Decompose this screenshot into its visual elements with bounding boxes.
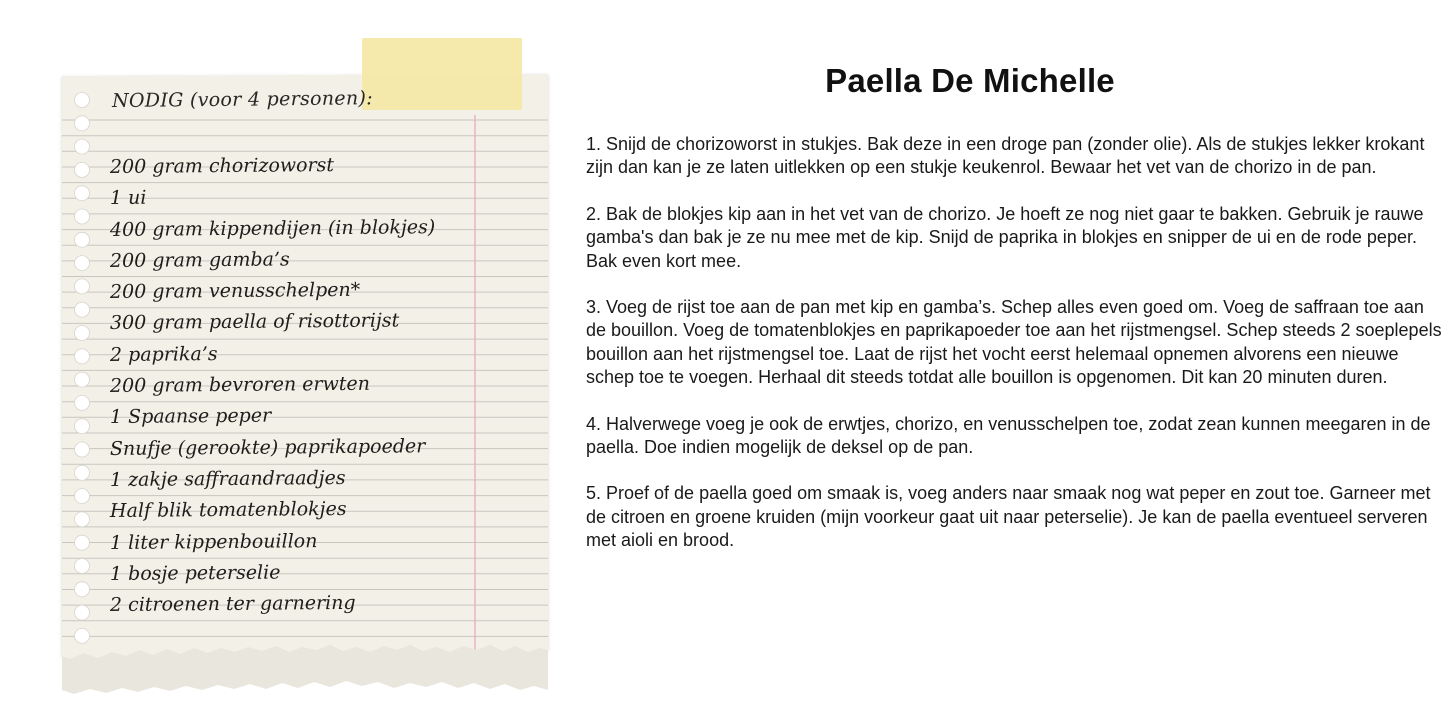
binder-hole-icon [75, 512, 90, 527]
binder-hole-icon [75, 186, 90, 201]
binder-hole-icon [75, 559, 90, 574]
ingredient-item: 200 gram venusschelpen* [109, 279, 361, 304]
recipe-step: 3. Voeg de rijst toe aan de pan met kip en gamba’s. Schep alles even goed om. Voeg de saffraan toe aan de bouillon. Voeg de tomatenblokjes en paprikapoeder toe aan het rijstmengsel. Schep steeds 2 soeplepels bouillon aan het rijstmengsel toe. Laat de rijst het vocht eerst helemaal opnemen alvorens een nieuwe schep toe te voegen. Herhaal dit steeds totdat alle bouillon is opgenomen. Dit kan 20 minuten duren. [586, 297, 1442, 388]
ingredient-item: 200 gram chorizoworst [109, 154, 335, 178]
ingredients-header: NODIG (voor 4 personen): [111, 87, 373, 112]
binder-hole-icon [75, 116, 90, 131]
notebook-paper [0, 0, 570, 722]
binder-hole-icon [75, 93, 90, 108]
binder-hole-icon [75, 372, 90, 387]
ingredient-item: 1 bosje peterselie [109, 561, 281, 585]
binder-hole-icon [75, 279, 90, 294]
ingredient-item: 300 gram paella of risottorijst [109, 309, 400, 335]
ingredient-item: 1 ui [109, 186, 147, 210]
binder-hole-icon [75, 256, 90, 271]
torn-edge [62, 645, 548, 694]
ingredient-list [110, 152, 435, 621]
binder-hole-icon [75, 419, 90, 434]
ingredient-item: 200 gram gamba’s [109, 248, 290, 272]
ingredient-item: 2 citroenen ter garnering [109, 592, 356, 617]
binder-hole-icon [75, 326, 90, 341]
ingredient-item: Half blik tomatenblokjes [109, 498, 347, 523]
ingredient-item: 2 paprika’s [109, 342, 218, 366]
binder-hole-icon [75, 209, 90, 224]
binder-hole-icon [75, 442, 90, 457]
recipe-steps [586, 133, 1448, 576]
binder-hole-icon [75, 582, 90, 597]
binder-hole-icon [75, 535, 90, 550]
binder-hole-icon [75, 395, 90, 410]
tape-strip-icon [362, 38, 522, 110]
recipe-step: 1. Snijd de chorizoworst in stukjes. Bak deze in een droge pan (zonder olie). Als de stukjes lekker krokant zijn dan kan je ze laten uitlekken op een stukje keukenrol. Bewaar het vet van de chorizo in de pan. [586, 134, 1425, 178]
ingredient-item: 1 zakje saffraandraadjes [109, 466, 346, 491]
binder-hole-icon [75, 605, 90, 620]
binder-hole-icon [75, 349, 90, 364]
binder-hole-icon [75, 139, 90, 154]
ingredient-item: 1 liter kippenbouillon [109, 529, 318, 554]
binder-hole-icon [75, 628, 90, 643]
binder-hole-icon [75, 489, 90, 504]
ingredient-item: Snufje (gerookte) paprikapoeder [109, 434, 426, 460]
ingredient-item: 400 gram kippendijen (in blokjes) [109, 215, 436, 241]
recipe-step: 4. Halverwege voeg je ook de erwtjes, chorizo, en venusschelpen toe, zodat zean kunnen meegaren in de paella. Doe indien mogelijk de deksel op de pan. [586, 413, 1431, 458]
binder-hole-icon [75, 232, 90, 247]
recipe-step: 2. Bak de blokjes kip aan in het vet van de chorizo. Je hoeft ze nog niet gaar te bakken. Gebruik je rauwe gamba's dan bak je ze nu mee met de kip. Snijd de paprika in blokjes en snipper de ui en de rode peper. Bak even kort mee. [586, 203, 1424, 271]
binder-hole-icon [75, 465, 90, 480]
ingredient-item: 200 gram bevroren erwten [109, 372, 370, 398]
binder-hole-icon [75, 302, 90, 317]
ingredient-item: 1 Spaanse peper [109, 404, 272, 429]
recipe-step: 5. Proef of de paella goed om smaak is, voeg anders naar smaak nog wat peper en zout toe. Garneer met de citroen en groene kruiden (mijn voorkeur gaat uit naar peterselie). Je kan de paella eventueel serveren met aioli en brood. [586, 483, 1431, 551]
recipe-title: Paella De Michelle [825, 62, 1115, 99]
binder-hole-icon [75, 162, 90, 177]
